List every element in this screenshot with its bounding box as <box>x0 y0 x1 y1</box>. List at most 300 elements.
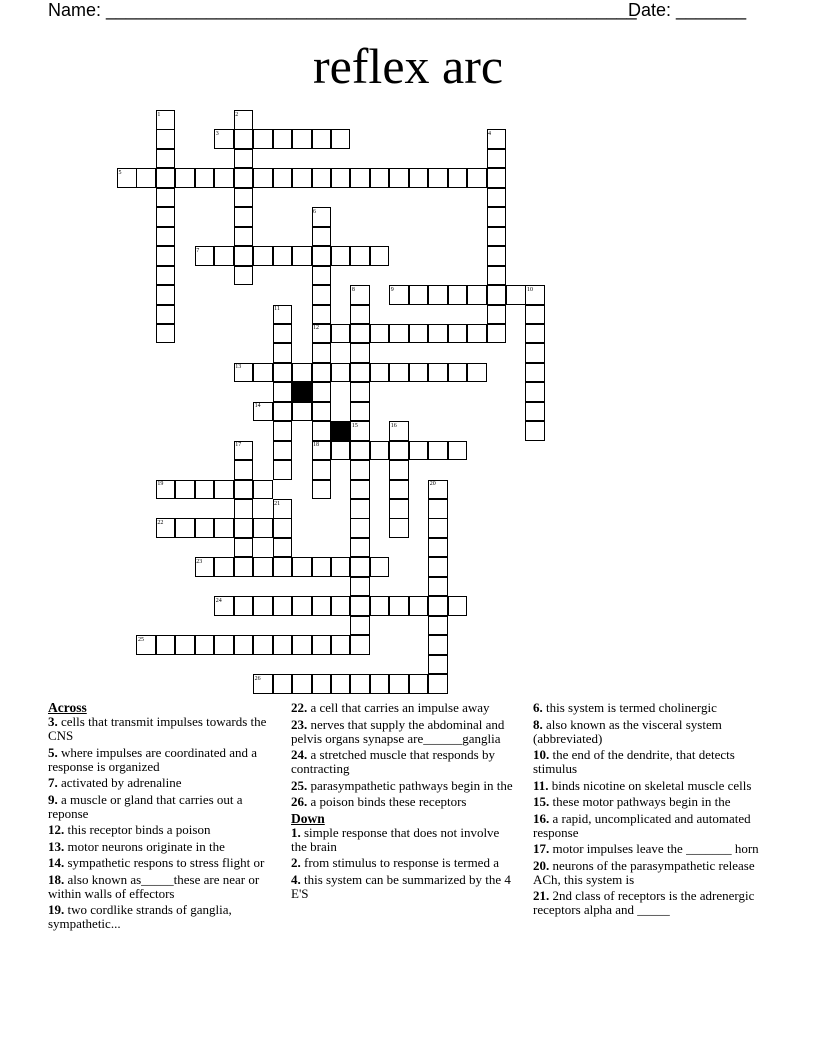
grid-cell[interactable] <box>350 616 370 636</box>
grid-cell[interactable] <box>234 557 254 577</box>
grid-cell[interactable] <box>428 518 448 538</box>
clue-number: 15. <box>533 794 550 809</box>
clue-text: a stretched muscle that responds by contracting <box>291 747 495 776</box>
grid-cell[interactable] <box>312 363 332 383</box>
clue-text: this receptor binds a poison <box>64 822 211 837</box>
grid-cell[interactable] <box>214 557 234 577</box>
clue-number: 15 <box>351 422 358 429</box>
grid-cell[interactable] <box>273 674 293 694</box>
grid-cell[interactable] <box>175 635 195 655</box>
grid-cell[interactable] <box>350 577 370 597</box>
grid-cell[interactable] <box>156 266 176 286</box>
grid-cell[interactable] <box>156 285 176 305</box>
grid-cell[interactable] <box>389 674 409 694</box>
grid-cell[interactable] <box>156 480 176 500</box>
clue <box>533 795 768 809</box>
clue-text: 2nd class of receptors is the adrenergic receptors alpha and _____ <box>533 888 755 917</box>
grid-cell[interactable] <box>389 460 409 480</box>
grid-cell[interactable] <box>370 674 390 694</box>
grid-cell[interactable] <box>214 480 234 500</box>
grid-cell[interactable] <box>370 246 390 266</box>
grid-cell[interactable] <box>253 363 273 383</box>
grid-cell[interactable] <box>350 402 370 422</box>
grid-cell[interactable] <box>156 518 176 538</box>
clue <box>291 856 516 870</box>
grid-cell[interactable] <box>292 596 312 616</box>
date-label: Date: <box>628 0 677 20</box>
grid-cell[interactable] <box>350 324 370 344</box>
grid-cell[interactable] <box>156 129 176 149</box>
grid-cell[interactable] <box>234 266 254 286</box>
grid-cell[interactable] <box>234 227 254 247</box>
grid-cell[interactable] <box>428 616 448 636</box>
grid-cell[interactable] <box>195 518 215 538</box>
grid-cell[interactable] <box>467 363 487 383</box>
grid-cell[interactable] <box>389 441 409 461</box>
grid-cell[interactable] <box>487 149 507 169</box>
grid-cell[interactable] <box>117 168 137 188</box>
clue-text: from stimulus to response is termed a <box>300 855 499 870</box>
clue <box>533 842 768 856</box>
grid-cell[interactable] <box>525 324 545 344</box>
grid-cell[interactable] <box>331 596 351 616</box>
clue <box>533 701 768 715</box>
grid-cell[interactable] <box>253 402 273 422</box>
grid-block <box>331 421 351 441</box>
grid-cell[interactable] <box>156 168 176 188</box>
grid-cell[interactable] <box>312 324 332 344</box>
grid-cell[interactable] <box>292 635 312 655</box>
grid-cell[interactable] <box>350 441 370 461</box>
grid-cell[interactable] <box>312 635 332 655</box>
grid-cell[interactable] <box>350 674 370 694</box>
clue-number: 11 <box>274 306 280 312</box>
grid-cell[interactable] <box>136 168 156 188</box>
clue-number: 16. <box>533 810 550 826</box>
grid-cell[interactable] <box>389 596 409 616</box>
clue-number: 10 <box>526 286 533 293</box>
clue-number: 13. <box>48 838 65 854</box>
clue-text: a muscle or gland that carries out a reponse <box>48 791 243 821</box>
clue <box>291 873 516 901</box>
grid-cell[interactable] <box>428 441 448 461</box>
grid-cell[interactable] <box>273 363 293 383</box>
grid-cell[interactable] <box>156 110 176 130</box>
grid-cell[interactable] <box>350 518 370 538</box>
grid-cell[interactable] <box>312 480 332 500</box>
grid-cell[interactable] <box>214 596 234 616</box>
grid-cell[interactable] <box>350 363 370 383</box>
clue-number: 8 <box>351 286 355 293</box>
clue <box>48 715 273 743</box>
grid-cell[interactable] <box>234 596 254 616</box>
grid-cell[interactable] <box>350 538 370 558</box>
date-field <box>628 0 746 20</box>
clue <box>291 701 516 715</box>
grid-cell[interactable] <box>234 363 254 383</box>
grid-cell[interactable] <box>428 499 448 519</box>
grid-cell[interactable] <box>350 382 370 402</box>
grid-cell[interactable] <box>448 324 468 344</box>
grid-cell[interactable] <box>214 168 234 188</box>
grid-cell[interactable] <box>175 518 195 538</box>
clue-number: 17. <box>533 841 550 856</box>
grid-cell[interactable] <box>409 168 429 188</box>
clue <box>48 746 273 774</box>
clue-number: 19. <box>48 902 65 917</box>
grid-cell[interactable] <box>409 285 429 305</box>
clue-number: 24 <box>215 597 222 604</box>
grid-cell[interactable] <box>234 518 254 538</box>
grid-cell[interactable] <box>253 129 273 149</box>
grid-cell[interactable] <box>370 441 390 461</box>
clue-number: 25. <box>291 777 308 793</box>
grid-cell[interactable] <box>350 305 370 325</box>
grid-cell[interactable] <box>253 674 273 694</box>
grid-cell[interactable] <box>175 168 195 188</box>
grid-cell[interactable] <box>409 596 429 616</box>
grid-cell[interactable] <box>428 324 448 344</box>
grid-cell[interactable] <box>156 149 176 169</box>
clue-number: 24. <box>291 747 308 762</box>
grid-cell[interactable] <box>467 324 487 344</box>
grid-cell[interactable] <box>428 635 448 655</box>
grid-cell[interactable] <box>312 343 332 363</box>
grid-cell[interactable] <box>331 674 351 694</box>
name-line: _____________________________________________________ <box>106 0 637 20</box>
grid-cell[interactable] <box>312 207 332 227</box>
grid-cell[interactable] <box>525 343 545 363</box>
grid-cell[interactable] <box>409 441 429 461</box>
grid-cell[interactable] <box>487 207 507 227</box>
grid-cell[interactable] <box>292 674 312 694</box>
grid-cell[interactable] <box>156 324 176 344</box>
grid-cell[interactable] <box>273 305 293 325</box>
grid-cell[interactable] <box>389 499 409 519</box>
clue-text: where impulses are coordinated and a response is organized <box>48 744 258 774</box>
grid-cell[interactable] <box>370 596 390 616</box>
grid-cell[interactable] <box>273 538 293 558</box>
clue-number: 3 <box>215 130 219 137</box>
clue <box>48 776 273 790</box>
grid-cell[interactable] <box>253 557 273 577</box>
grid-cell[interactable] <box>487 266 507 286</box>
grid-cell[interactable] <box>273 557 293 577</box>
clue-number: 26 <box>254 675 261 682</box>
clue <box>533 812 768 840</box>
grid-cell[interactable] <box>525 421 545 441</box>
clue-text: also known as_____these are near or within walls of effectors <box>48 871 260 901</box>
grid-cell[interactable] <box>195 246 215 266</box>
grid-cell[interactable] <box>234 460 254 480</box>
clue-number: 13 <box>235 364 242 371</box>
grid-cell[interactable] <box>487 188 507 208</box>
down-clue-list <box>291 826 516 901</box>
grid-cell[interactable] <box>292 129 312 149</box>
grid-cell[interactable] <box>467 285 487 305</box>
clue-number: 4. <box>291 871 301 887</box>
clue-number: 18. <box>48 871 65 887</box>
grid-cell[interactable] <box>370 557 390 577</box>
grid-cell[interactable] <box>312 266 332 286</box>
grid-cell[interactable] <box>350 168 370 188</box>
clue-number: 7. <box>48 775 58 790</box>
clue-text: a cell that carries an impulse away <box>307 700 490 715</box>
grid-cell[interactable] <box>428 596 448 616</box>
grid-cell[interactable] <box>312 227 332 247</box>
grid-cell[interactable] <box>350 343 370 363</box>
grid-cell[interactable] <box>312 402 332 422</box>
grid-cell[interactable] <box>428 538 448 558</box>
grid-cell[interactable] <box>273 129 293 149</box>
grid-cell[interactable] <box>292 168 312 188</box>
grid-cell[interactable] <box>525 382 545 402</box>
grid-cell[interactable] <box>350 480 370 500</box>
grid-cell[interactable] <box>350 499 370 519</box>
grid-cell[interactable] <box>312 460 332 480</box>
grid-cell[interactable] <box>448 596 468 616</box>
clue-text: parasympathetic pathways begin in the <box>307 777 513 793</box>
clue-number: 19 <box>157 481 164 488</box>
grid-cell[interactable] <box>234 207 254 227</box>
name-field <box>48 0 637 20</box>
grid-cell[interactable] <box>312 382 332 402</box>
clue-number: 21. <box>533 888 550 903</box>
grid-cell[interactable] <box>214 129 234 149</box>
grid-cell[interactable] <box>428 168 448 188</box>
grid-cell[interactable] <box>292 557 312 577</box>
grid-cell[interactable] <box>273 596 293 616</box>
clue-number: 14 <box>254 403 261 410</box>
grid-cell[interactable] <box>487 285 507 305</box>
grid-cell[interactable] <box>214 635 234 655</box>
grid-cell[interactable] <box>253 596 273 616</box>
clue-number: 4 <box>488 130 492 137</box>
clue-number: 6. <box>533 700 543 715</box>
clue-number: 10. <box>533 747 550 762</box>
clue <box>48 856 273 870</box>
grid-cell[interactable] <box>487 227 507 247</box>
grid-cell[interactable] <box>428 285 448 305</box>
grid-cell[interactable] <box>195 557 215 577</box>
clue-text: neurons of the parasympathetic release ACh, this system is <box>533 857 755 887</box>
grid-cell[interactable] <box>312 557 332 577</box>
grid-cell[interactable] <box>350 285 370 305</box>
grid-cell[interactable] <box>273 635 293 655</box>
grid-cell[interactable] <box>273 246 293 266</box>
grid-cell[interactable] <box>448 441 468 461</box>
grid-cell[interactable] <box>234 188 254 208</box>
clue-number: 26. <box>291 794 308 809</box>
grid-cell[interactable] <box>195 635 215 655</box>
clue-text: motor neurons originate in the <box>64 838 225 854</box>
grid-cell[interactable] <box>156 635 176 655</box>
clue-number: 8. <box>533 716 543 732</box>
clues-column-2 <box>291 701 516 903</box>
grid-cell[interactable] <box>273 402 293 422</box>
grid-cell[interactable] <box>525 285 545 305</box>
grid-cell[interactable] <box>525 402 545 422</box>
clue-number: 16 <box>390 422 397 429</box>
clue-number: 12 <box>313 325 319 332</box>
grid-cell[interactable] <box>156 227 176 247</box>
grid-cell[interactable] <box>350 421 370 441</box>
grid-cell[interactable] <box>389 518 409 538</box>
grid-cell[interactable] <box>331 635 351 655</box>
grid-cell[interactable] <box>195 480 215 500</box>
clue-number: 14. <box>48 855 65 870</box>
grid-cell[interactable] <box>312 246 332 266</box>
grid-cell[interactable] <box>487 324 507 344</box>
grid-cell[interactable] <box>428 674 448 694</box>
clue-number: 7 <box>196 247 200 254</box>
grid-cell[interactable] <box>350 635 370 655</box>
grid-cell[interactable] <box>214 518 234 538</box>
grid-cell[interactable] <box>292 246 312 266</box>
grid-cell[interactable] <box>156 305 176 325</box>
grid-cell[interactable] <box>506 285 526 305</box>
clue <box>48 793 273 821</box>
grid-cell[interactable] <box>234 110 254 130</box>
clue-text: a rapid, uncomplicated and automated response <box>533 810 751 840</box>
grid-cell[interactable] <box>350 557 370 577</box>
grid-cell[interactable] <box>350 246 370 266</box>
grid-cell[interactable] <box>389 480 409 500</box>
grid-cell[interactable] <box>234 168 254 188</box>
grid-cell[interactable] <box>389 421 409 441</box>
grid-cell[interactable] <box>331 363 351 383</box>
grid-cell[interactable] <box>273 441 293 461</box>
grid-cell[interactable] <box>448 363 468 383</box>
grid-cell[interactable] <box>370 168 390 188</box>
grid-cell[interactable] <box>253 635 273 655</box>
grid-cell[interactable] <box>234 246 254 266</box>
clue-text: the end of the dendrite, that detects stimulus <box>533 747 735 776</box>
grid-cell[interactable] <box>312 596 332 616</box>
grid-cell[interactable] <box>487 246 507 266</box>
grid-cell[interactable] <box>331 441 351 461</box>
grid-cell[interactable] <box>312 441 332 461</box>
grid-cell[interactable] <box>487 168 507 188</box>
grid-cell[interactable] <box>136 635 156 655</box>
page-title: reflex arc <box>312 38 504 94</box>
grid-cell[interactable] <box>234 538 254 558</box>
grid-cell[interactable] <box>175 480 195 500</box>
grid-cell[interactable] <box>312 305 332 325</box>
across-clue-list-continued <box>291 701 516 809</box>
grid-cell[interactable] <box>312 168 332 188</box>
grid-cell[interactable] <box>331 168 351 188</box>
grid-cell[interactable] <box>428 655 448 675</box>
grid-cell[interactable] <box>234 129 254 149</box>
grid-cell[interactable] <box>428 480 448 500</box>
grid-cell[interactable] <box>273 499 293 519</box>
grid-cell[interactable] <box>409 363 429 383</box>
grid-cell[interactable] <box>234 149 254 169</box>
grid-cell[interactable] <box>156 188 176 208</box>
clue <box>48 840 273 854</box>
grid-cell[interactable] <box>312 285 332 305</box>
grid-cell[interactable] <box>389 324 409 344</box>
grid-cell[interactable] <box>292 402 312 422</box>
grid-cell[interactable] <box>331 324 351 344</box>
grid-cell[interactable] <box>273 343 293 363</box>
grid-cell[interactable] <box>370 363 390 383</box>
grid-cell[interactable] <box>234 480 254 500</box>
grid-cell[interactable] <box>428 363 448 383</box>
grid-cell[interactable] <box>428 577 448 597</box>
grid-cell[interactable] <box>525 305 545 325</box>
clue <box>533 748 768 776</box>
clue <box>533 889 768 917</box>
grid-cell[interactable] <box>370 324 390 344</box>
grid-cell[interactable] <box>234 499 254 519</box>
grid-cell[interactable] <box>253 518 273 538</box>
grid-cell[interactable] <box>234 635 254 655</box>
grid-cell[interactable] <box>312 421 332 441</box>
grid-cell[interactable] <box>350 596 370 616</box>
grid-cell[interactable] <box>273 518 293 538</box>
grid-cell[interactable] <box>253 480 273 500</box>
grid-cell[interactable] <box>312 674 332 694</box>
grid-cell[interactable] <box>156 207 176 227</box>
grid-cell[interactable] <box>273 421 293 441</box>
clue-number: 25 <box>137 636 144 643</box>
grid-cell[interactable] <box>273 168 293 188</box>
clue-number: 3. <box>48 714 58 729</box>
clue-text: this system can be summarized by the 4 E'S <box>291 871 511 901</box>
grid-cell[interactable] <box>273 460 293 480</box>
grid-cell[interactable] <box>234 441 254 461</box>
grid-cell[interactable] <box>253 246 273 266</box>
clue-text: this system is termed cholinergic <box>542 700 717 715</box>
clue <box>48 903 273 931</box>
grid-cell[interactable] <box>487 305 507 325</box>
grid-cell[interactable] <box>253 168 273 188</box>
grid-cell[interactable] <box>428 557 448 577</box>
grid-cell[interactable] <box>487 129 507 149</box>
grid-cell[interactable] <box>214 246 234 266</box>
clue <box>533 779 768 793</box>
grid-cell[interactable] <box>331 246 351 266</box>
grid-block <box>292 382 312 402</box>
grid-cell[interactable] <box>389 285 409 305</box>
grid-cell[interactable] <box>467 168 487 188</box>
grid-cell[interactable] <box>350 460 370 480</box>
clue <box>533 718 768 746</box>
grid-cell[interactable] <box>195 168 215 188</box>
grid-cell[interactable] <box>409 674 429 694</box>
clue-number: 20 <box>429 481 436 488</box>
grid-cell[interactable] <box>448 168 468 188</box>
grid-cell[interactable] <box>525 363 545 383</box>
grid-cell[interactable] <box>312 129 332 149</box>
clue-number: 1. <box>291 824 301 840</box>
grid-cell[interactable] <box>331 129 351 149</box>
grid-cell[interactable] <box>389 168 409 188</box>
grid-cell[interactable] <box>389 363 409 383</box>
grid-cell[interactable] <box>331 557 351 577</box>
grid-cell[interactable] <box>273 324 293 344</box>
clue-number: 17 <box>235 442 242 449</box>
grid-cell[interactable] <box>292 363 312 383</box>
clue-text: simple response that does not involve the brain <box>291 824 500 854</box>
clue-number: 5. <box>48 744 58 760</box>
grid-cell[interactable] <box>409 324 429 344</box>
grid-cell[interactable] <box>156 246 176 266</box>
grid-cell[interactable] <box>273 382 293 402</box>
grid-cell[interactable] <box>448 285 468 305</box>
